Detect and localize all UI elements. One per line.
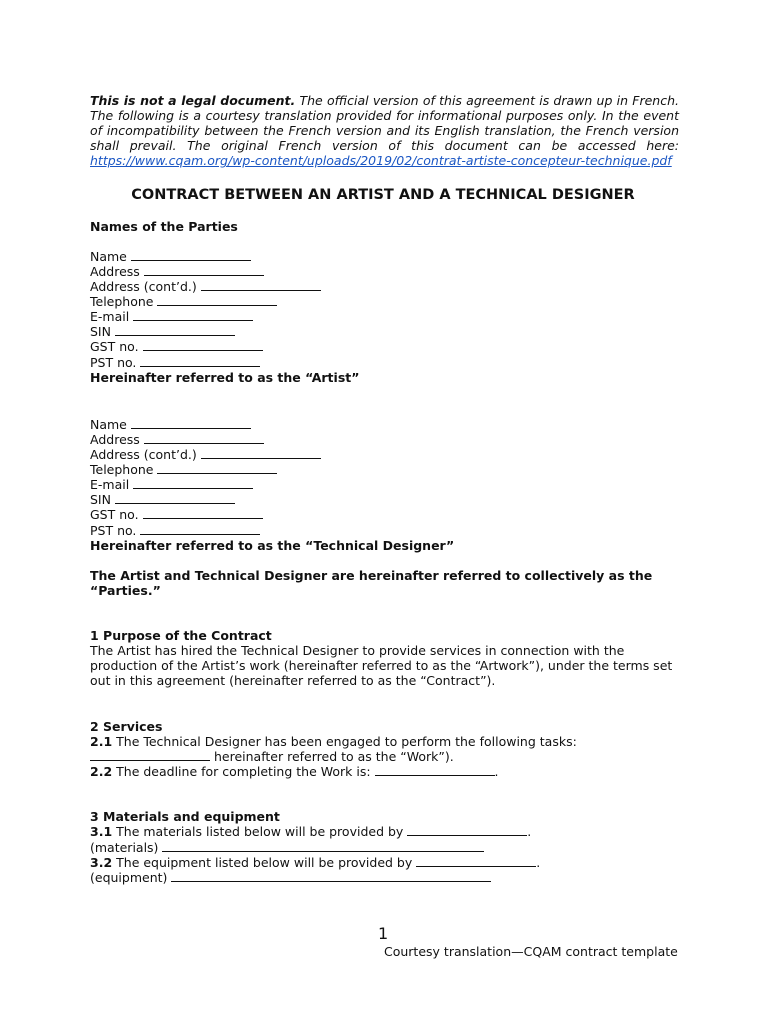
section-1-body: The Artist has hired the Technical Designer to provide services in connection with the production of the Artist’s work (hereinafter referred to as the “Artwork”), under the terms set out in this agreement (hereinafter referred to as the “Contract”). [90, 643, 673, 689]
designer-gst-field: GST no. [90, 507, 679, 522]
clause-3-2: 3.2 The equipment listed below will be provided by . [90, 854, 541, 870]
document-page [90, 93, 679, 885]
artist-telephone-field: Telephone [90, 294, 679, 309]
disclaimer [90, 93, 679, 168]
designer-pst-field: PST no. [90, 523, 679, 538]
clause-3-1: 3.1 The materials listed below will be provided by . [90, 824, 532, 840]
blank-line[interactable] [201, 279, 321, 291]
blank-line[interactable] [90, 749, 210, 761]
artist-address-field: Address [90, 264, 679, 279]
disclaimer-lead: This is not a legal document. [90, 93, 296, 108]
blank-line[interactable] [171, 870, 491, 882]
blank-line[interactable] [143, 339, 263, 351]
footer-text: Courtesy translation—CQAM contract template [384, 944, 678, 959]
blank-line[interactable] [157, 462, 277, 474]
artist-fields [90, 249, 679, 370]
blank-line[interactable] [131, 249, 251, 261]
designer-reference: Hereinafter referred to as the “Technical Designer” [90, 537, 455, 553]
artist-gst-field: GST no. [90, 339, 679, 354]
blank-line[interactable] [133, 477, 253, 489]
blank-line[interactable] [162, 840, 484, 852]
blank-line[interactable] [201, 447, 321, 459]
clause-2-1: 2.1 The Technical Designer has been engaged to perform the following tasks: [90, 733, 577, 749]
section-2-heading: 2 Services [90, 718, 163, 734]
artist-sin-field: SIN [90, 324, 679, 339]
disclaimer-text: The official version of this agreement is drawn up in French. The following is a courtesy translation provided for informational purposes only. In the event of incompatibility between the French version and its English translation, the French version shall prevail. The original French version of this document can be accessed here: [90, 93, 679, 154]
artist-address-cont-field: Address (cont’d.) [90, 279, 679, 294]
blank-line[interactable] [144, 432, 264, 444]
designer-fields [90, 417, 679, 538]
blank-line[interactable] [407, 824, 527, 836]
blank-line[interactable] [140, 355, 260, 367]
artist-name-field: Name [90, 249, 679, 264]
designer-sin-field: SIN [90, 492, 679, 507]
designer-telephone-field: Telephone [90, 462, 679, 477]
blank-line[interactable] [133, 309, 253, 321]
designer-address-field: Address [90, 432, 679, 447]
blank-line[interactable] [157, 294, 277, 306]
french-version-link[interactable]: https://www.cqam.org/wp-content/uploads/2019/02/contrat-artiste-concepteur-technique.pdf [90, 153, 672, 169]
parties-heading: Names of the Parties [90, 218, 238, 234]
blank-line[interactable] [115, 492, 235, 504]
equipment-field: (equipment) [90, 870, 679, 885]
contract-title: CONTRACT BETWEEN AN ARTIST AND A TECHNICAL DESIGNER [131, 187, 635, 204]
collective-reference: The Artist and Technical Designer are hereinafter referred to collectively as the “Parties.” [90, 567, 653, 598]
clause-2-2: 2.2 The deadline for completing the Work is: . [90, 764, 499, 780]
section-1-heading: 1 Purpose of the Contract [90, 628, 272, 644]
blank-line[interactable] [131, 417, 251, 429]
designer-email-field: E-mail [90, 477, 679, 492]
designer-name-field: Name [90, 417, 679, 432]
artist-reference: Hereinafter referred to as the “Artist” [90, 369, 360, 385]
blank-line[interactable] [144, 264, 264, 276]
blank-line[interactable] [140, 523, 260, 535]
artist-pst-field: PST no. [90, 355, 679, 370]
clause-2-1-work: hereinafter referred to as the “Work”). [90, 749, 679, 764]
materials-field: (materials) [90, 840, 679, 855]
section-3-heading: 3 Materials and equipment [90, 809, 280, 825]
blank-line[interactable] [416, 855, 536, 867]
page-number: 1 [378, 924, 389, 943]
blank-line[interactable] [115, 324, 235, 336]
blank-line[interactable] [375, 764, 495, 776]
artist-email-field: E-mail [90, 309, 679, 324]
blank-line[interactable] [143, 507, 263, 519]
designer-address-cont-field: Address (cont’d.) [90, 447, 679, 462]
